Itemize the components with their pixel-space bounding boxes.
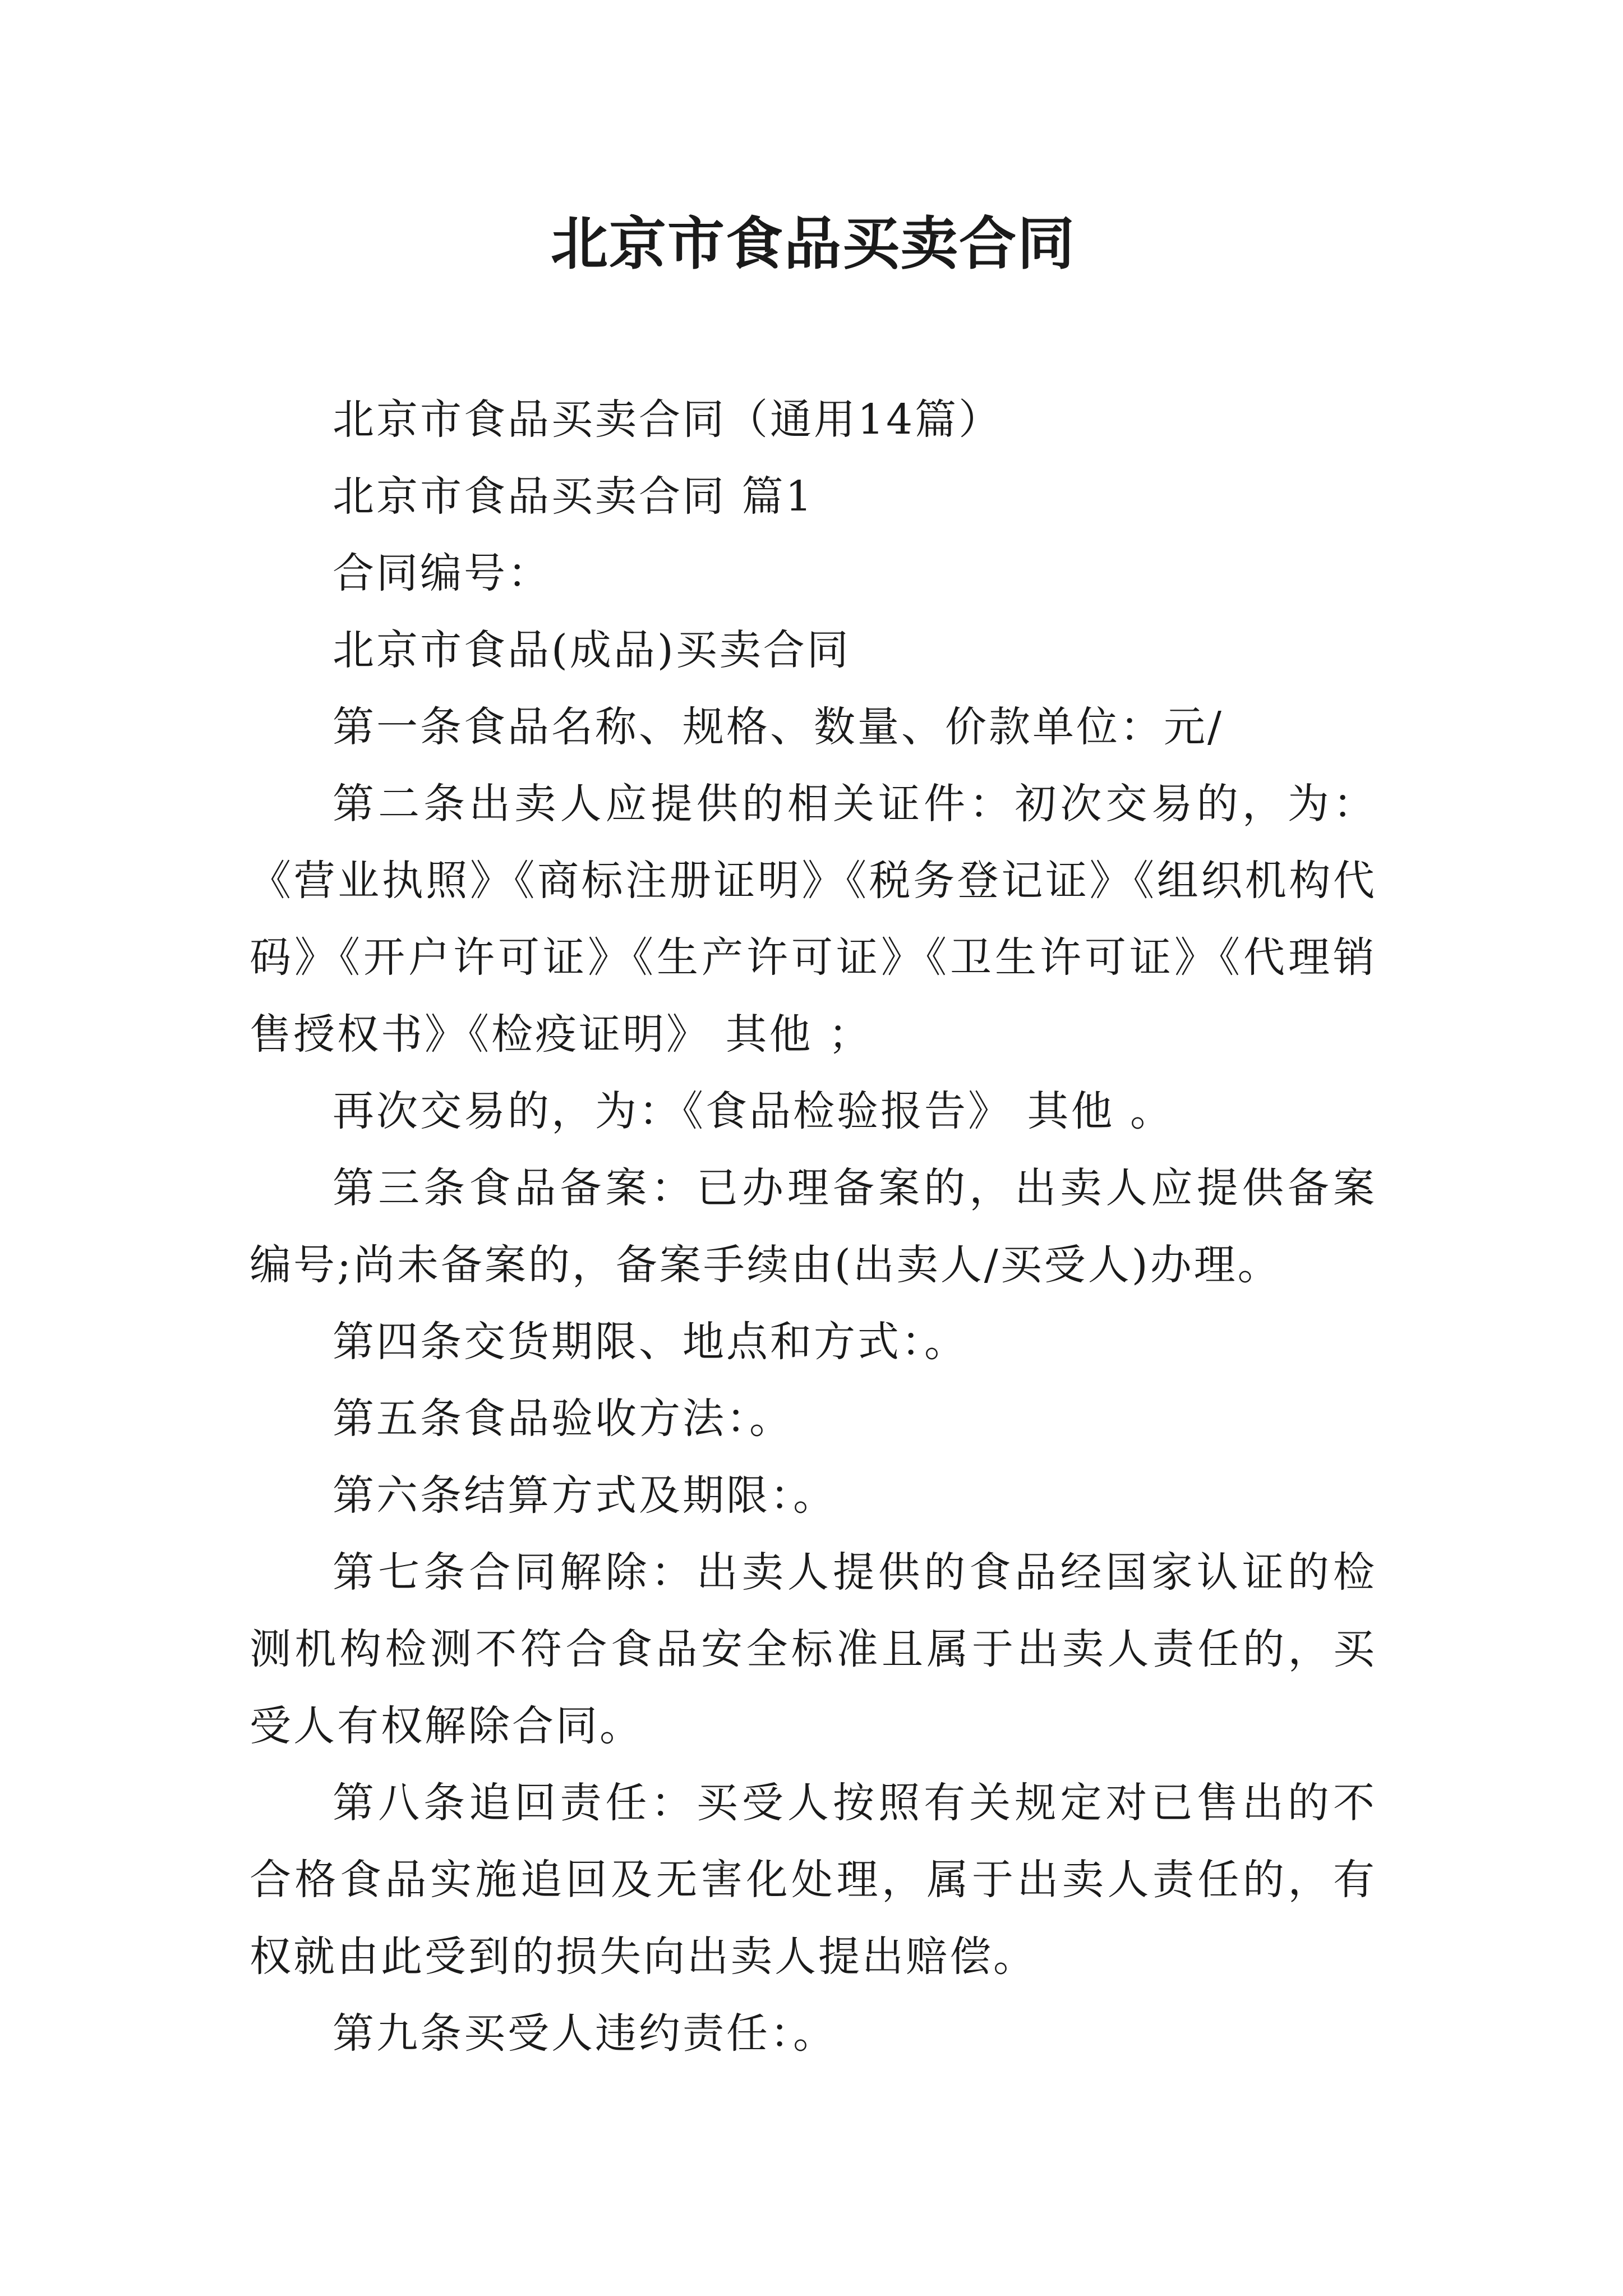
- paragraph-article-5: 第五条食品验收方法：。: [333, 1395, 793, 1443]
- paragraph-contract-name: 北京市食品(成品)买卖合同: [333, 626, 851, 674]
- document-body: [250, 381, 1377, 2072]
- paragraph-article-6: 第六条结算方式及期限：。: [333, 1471, 837, 1520]
- document-page: [250, 208, 1377, 2072]
- paragraph-article-2: 第二条出卖人应提供的相关证件：初次交易的，为：《营业执照》《商标注册证明》《税务登记证》《组织机构代码》《开户许可证》《生产许可证》《卫生许可证》《代理销售授权书》《检疫证明》 其他 ；: [250, 780, 1377, 1059]
- paragraph-article-4: 第四条交货期限、地点和方式：。: [333, 1318, 968, 1366]
- paragraph-article-3: 第三条食品备案：已办理备案的，出卖人应提供备案编号;尚未备案的，备案手续由(出卖人/买受人)办理。: [250, 1164, 1377, 1289]
- paragraph-chapter-heading: 北京市食品买卖合同 篇1: [333, 472, 814, 521]
- paragraph-article-8: 第八条追回责任：买受人按照有关规定对已售出的不合格食品实施追回及无害化处理，属于出卖人责任的，有权就由此受到的损失向出卖人提出赔偿。: [250, 1779, 1377, 1981]
- paragraph-collection-title: 北京市食品买卖合同（通用14篇）: [333, 395, 1003, 444]
- paragraph-article-9: 第九条买受人违约责任：。: [333, 2009, 837, 2058]
- document-title: 北京市食品买卖合同: [551, 210, 1076, 278]
- paragraph-article-1: 第一条食品名称、规格、数量、价款单位：元/: [333, 703, 1224, 751]
- paragraph-contract-number: 合同编号：: [333, 549, 551, 597]
- paragraph-article-2-continued: 再次交易的，为：《食品检验报告》 其他 。: [333, 1087, 1174, 1135]
- paragraph-article-7: 第七条合同解除：出卖人提供的食品经国家认证的检测机构检测不符合食品安全标准且属于出卖人责任的，买受人有权解除合同。: [250, 1548, 1377, 1750]
